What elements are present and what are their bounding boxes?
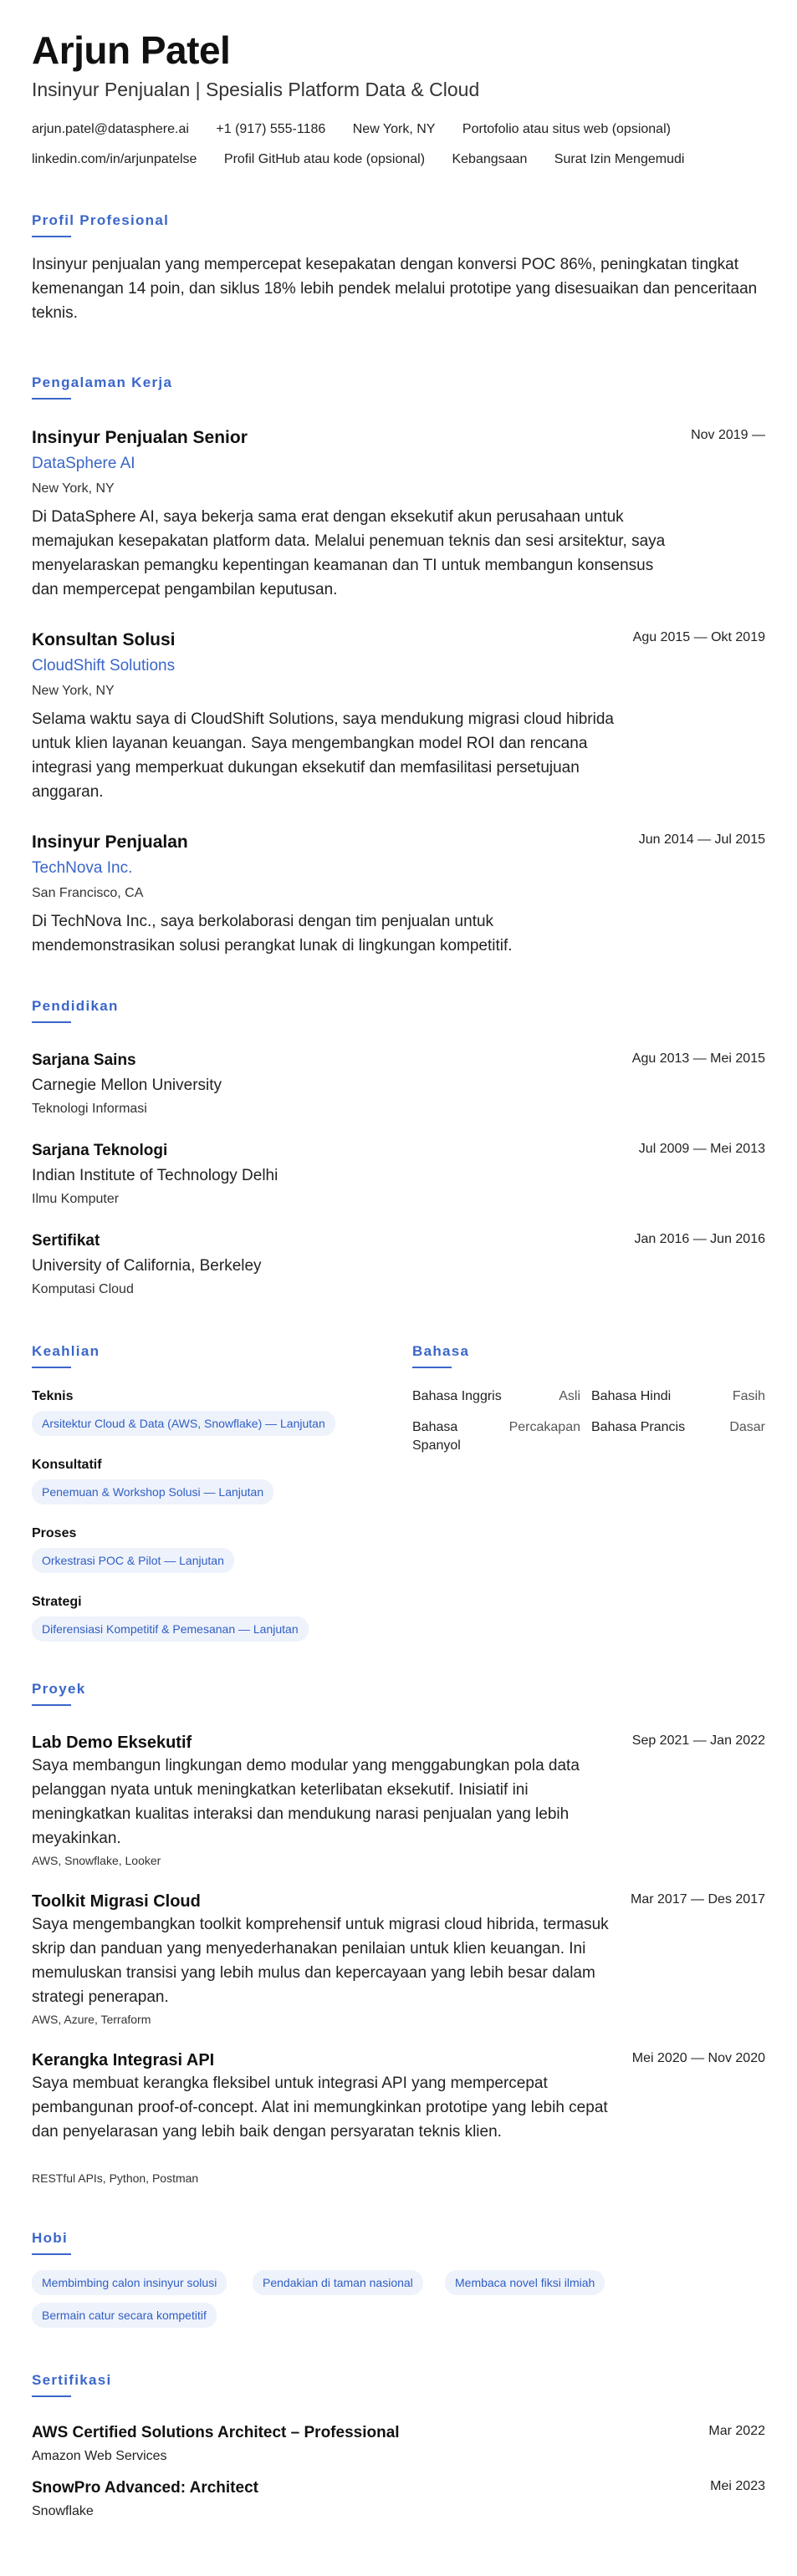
hobby-pill: Pendakian di taman nasional: [253, 2270, 423, 2295]
section-title-profile: Profil Profesional: [32, 212, 170, 228]
section-rule: [32, 398, 71, 400]
skill-pill: Arsitektur Cloud & Data (AWS, Snowflake) — Lanjutan: [32, 1411, 335, 1436]
contact-linkedin[interactable]: linkedin.com/in/arjunpatelse: [32, 152, 197, 166]
section-rule: [412, 1367, 452, 1368]
section-rule: [32, 2253, 71, 2255]
skill-pill-wrap: [32, 1411, 335, 1436]
language-level: Dasar: [729, 1420, 765, 1434]
contact-phone[interactable]: +1 (917) 555-1186: [216, 122, 326, 136]
section-title-skills: Keahlian: [32, 1343, 100, 1359]
project-tech: AWS, Snowflake, Looker: [32, 1854, 161, 1867]
language-level: Asli: [559, 1389, 580, 1403]
edu-degree: Sertifikat: [32, 1232, 100, 1250]
project-tech: RESTful APIs, Python, Postman: [32, 2171, 199, 2185]
edu-date: Agu 2013 — Mei 2015: [631, 1051, 765, 1066]
section-title-projects: Proyek: [32, 1681, 86, 1697]
skill-pill: Diferensiasi Kompetitif & Pemesanan — Lanjutan: [32, 1616, 309, 1642]
project-title: Toolkit Migrasi Cloud: [32, 1892, 201, 1911]
candidate-name: Arjun Patel: [32, 28, 231, 72]
job-role: Konsultan Solusi: [32, 630, 176, 649]
cert-date: Mei 2023: [710, 2479, 765, 2493]
section-title-languages: Bahasa: [412, 1343, 470, 1359]
job-date: Nov 2019 —: [691, 428, 765, 442]
section-rule: [32, 1021, 71, 1023]
section-title-certifications: Sertifikasi: [32, 2372, 112, 2388]
job-role: Insinyur Penjualan: [32, 832, 188, 852]
job-company: DataSphere AI: [32, 455, 135, 472]
job-location: New York, NY: [32, 684, 115, 698]
skill-pill: Orkestrasi POC & Pilot — Lanjutan: [32, 1548, 234, 1573]
project-title: Lab Demo Eksekutif: [32, 1733, 192, 1752]
edu-school: University of California, Berkeley: [32, 1257, 262, 1275]
contact-driving-license: Surat Izin Mengemudi: [554, 152, 685, 166]
project-title: Kerangka Integrasi API: [32, 2051, 215, 2069]
language-level: Percakapan: [508, 1420, 580, 1434]
language-name: Bahasa Prancis: [591, 1420, 686, 1434]
skill-category: Teknis: [32, 1389, 74, 1403]
contact-location: New York, NY: [352, 122, 436, 136]
cert-issuer: Amazon Web Services: [32, 2449, 167, 2463]
job-role: Insinyur Penjualan Senior: [32, 428, 248, 447]
skill-pill-wrap: [32, 1616, 309, 1642]
skill-category: Konsultatif: [32, 1458, 102, 1472]
job-location: San Francisco, CA: [32, 886, 144, 900]
project-description: Saya mengembangkan toolkit komprehensif untuk migrasi cloud hibrida, termasuk skrip dan panduan yang menyederhanakan penilaian untuk klien keuangan. Ini memuluskan transisi yang lebih mulus dan kepercayaan yang lebih besar dalam strategi penerapan.: [32, 1916, 609, 2006]
section-rule: [32, 236, 71, 237]
project-date: Mei 2020 — Nov 2020: [631, 2051, 765, 2065]
project-tech: AWS, Azure, Terraform: [32, 2013, 151, 2026]
edu-degree: Sarjana Sains: [32, 1051, 136, 1069]
cert-issuer: Snowflake: [32, 2504, 94, 2518]
cert-name: AWS Certified Solutions Architect – Professional: [32, 2424, 400, 2441]
section-rule: [32, 1704, 71, 1706]
contact-row-2: [32, 150, 708, 169]
edu-field: Teknologi Informasi: [32, 1102, 147, 1116]
job-description: Di TechNova Inc., saya berkolaborasi dengan tim penjualan untuk mendemonstrasikan solusi perangkat lunak di lingkungan kompetitif.: [32, 913, 513, 955]
hobby-pill-wrap: [32, 2303, 217, 2328]
language-name: Bahasa Hindi: [591, 1389, 672, 1403]
profile-summary: Insinyur penjualan yang mempercepat kesepakatan dengan konversi POC 86%, peningkatan tingkat kemenangan 14 poin, dan siklus 18% lebih pendek melalui prototipe yang disesuaikan dan penceritaan teknis.: [32, 256, 758, 322]
hobby-pill-wrap: [253, 2270, 423, 2295]
section-title-hobbies: Hobi: [32, 2230, 68, 2246]
edu-field: Ilmu Komputer: [32, 1192, 120, 1206]
job-location: New York, NY: [32, 481, 115, 496]
edu-date: Jan 2016 — Jun 2016: [634, 1232, 765, 1246]
section-rule: [32, 2395, 71, 2397]
cert-name: SnowPro Advanced: Architect: [32, 2479, 258, 2497]
language-level: Fasih: [732, 1389, 765, 1403]
job-date: Jun 2014 — Jul 2015: [638, 832, 765, 847]
skill-pill: Penemuan & Workshop Solusi — Lanjutan: [32, 1479, 273, 1504]
job-description: Di DataSphere AI, saya bekerja sama erat dengan eksekutif akun perusahaan untuk memajukan kesepakatan platform data. Melalui penemuan teknis dan sesi arsitektur, saya menyelaraskan pemangku kepentingan keamanan dan TI untuk membangun konsensus dan mempercepat pengambilan keputusan.: [32, 508, 666, 598]
edu-date: Jul 2009 — Mei 2013: [638, 1142, 765, 1156]
hobby-pill: Membimbing calon insinyur solusi: [32, 2270, 227, 2295]
edu-school: Carnegie Mellon University: [32, 1077, 222, 1094]
hobby-pill: Bermain catur secara kompetitif: [32, 2303, 217, 2328]
skill-category: Strategi: [32, 1595, 82, 1609]
skill-pill-wrap: [32, 1548, 234, 1573]
contact-email[interactable]: arjun.patel@datasphere.ai: [32, 122, 189, 136]
contact-portfolio[interactable]: Portofolio atau situs web (opsional): [462, 122, 671, 136]
project-date: Mar 2017 — Des 2017: [631, 1892, 765, 1907]
hobby-pill-wrap: [32, 2270, 227, 2295]
job-company: CloudShift Solutions: [32, 657, 176, 675]
candidate-tagline: Insinyur Penjualan | Spesialis Platform Data & Cloud: [32, 79, 480, 100]
project-description: Saya membuat kerangka fleksibel untuk integrasi API yang mempercepat pembangunan proof-of-concept. Alat ini memungkinkan prototipe yang lebih cepat dan penyelarasan yang lebih baik dengan persyaratan teknis klien.: [32, 2075, 608, 2141]
job-date: Agu 2015 — Okt 2019: [632, 630, 765, 644]
section-title-experience: Pengalaman Kerja: [32, 374, 173, 390]
language-name: Bahasa Spanyol: [412, 1420, 461, 1453]
project-date: Sep 2021 — Jan 2022: [631, 1733, 765, 1748]
skill-pill-wrap: [32, 1479, 273, 1504]
language-name: Bahasa Inggris: [412, 1389, 502, 1403]
edu-school: Indian Institute of Technology Delhi: [32, 1167, 278, 1184]
project-description: Saya membangun lingkungan demo modular yang menggabungkan pola data pelanggan nyata untuk meningkatkan keterlibatan eksekutif. Inisiatif ini meningkatkan kualitas interaksi dan mendukung narasi penjualan yang lebih meyakinkan.: [32, 1757, 580, 1847]
contact-nationality: Kebangsaan: [452, 152, 528, 166]
hobby-pill: Membaca novel fiksi ilmiah: [445, 2270, 605, 2295]
job-description: Selama waktu saya di CloudShift Solutions, saya mendukung migrasi cloud hibrida untuk klien layanan keuangan. Saya mengembangkan model ROI dan rencana integrasi yang memperkuat dukungan eksekutif dan memfasilitasi persetujuan anggaran.: [32, 710, 614, 801]
cert-date: Mar 2022: [708, 2424, 765, 2438]
skill-category: Proses: [32, 1526, 77, 1540]
job-company: TechNova Inc.: [32, 859, 133, 877]
edu-field: Komputasi Cloud: [32, 1282, 134, 1296]
hobby-pill-wrap: [445, 2270, 605, 2295]
contact-row-1: [32, 120, 694, 139]
section-rule: [32, 1367, 71, 1368]
section-title-education: Pendidikan: [32, 998, 119, 1014]
contact-github[interactable]: Profil GitHub atau kode (opsional): [223, 152, 426, 166]
edu-degree: Sarjana Teknologi: [32, 1142, 168, 1159]
